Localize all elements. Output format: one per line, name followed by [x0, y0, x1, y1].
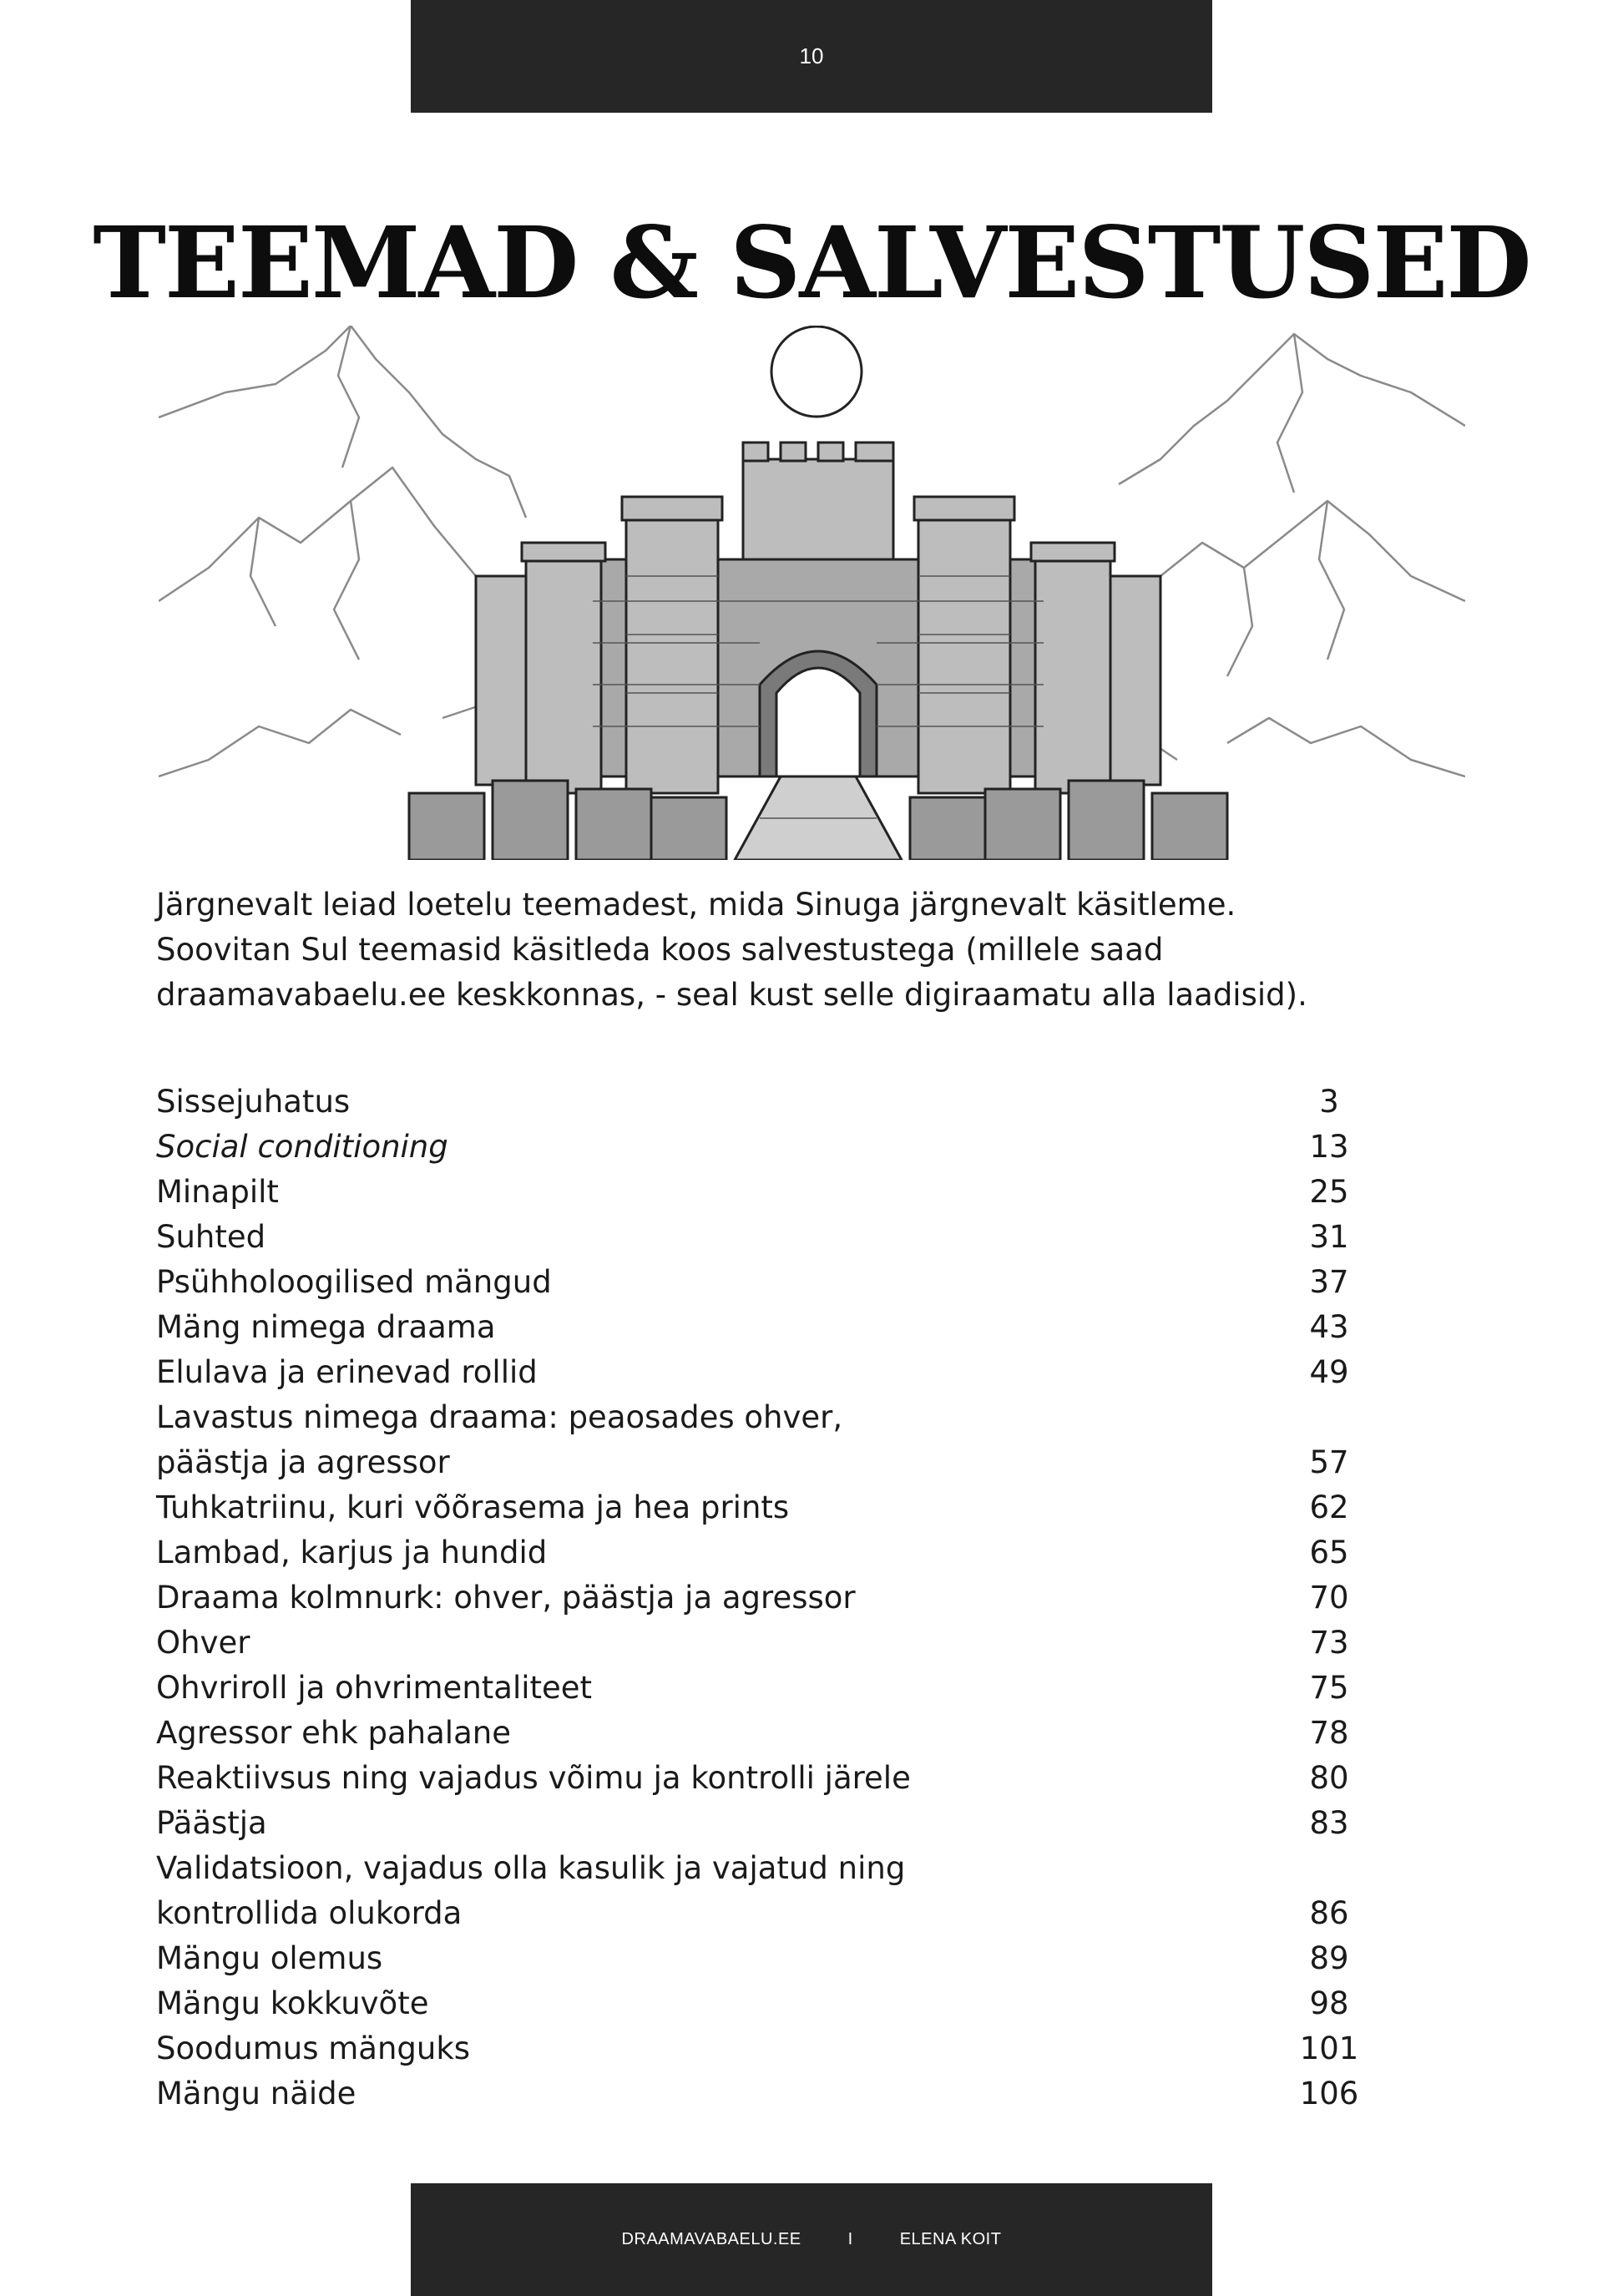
- toc-item: [156, 1981, 1379, 2026]
- toc-title: Suhted: [156, 1219, 266, 1255]
- toc-page: 86: [1309, 1895, 1349, 1931]
- toc-title: Elulava ja erinevad rollid: [156, 1354, 538, 1390]
- toc-title: Minapilt: [156, 1174, 279, 1210]
- toc-page: 70: [1309, 1580, 1349, 1616]
- toc-page: 3: [1319, 1084, 1339, 1120]
- toc-title-line2: päästja ja agressor: [156, 1444, 450, 1480]
- toc-item: [156, 1621, 1379, 1666]
- toc-title-line1: Lavastus nimega draama: peaosades ohver,: [156, 1399, 843, 1435]
- toc-title: Päästja: [156, 1805, 267, 1841]
- toc-title: Agressor ehk pahalane: [156, 1715, 511, 1751]
- toc-title: Tuhkatriinu, kuri võõrasema ja hea prints: [156, 1489, 790, 1525]
- footer-author: ELENA KOIT: [899, 2230, 1002, 2248]
- toc-page: 31: [1309, 1219, 1349, 1255]
- intro-line: Järgnevalt leiad loetelu teemadest, mida Sinuga järgnevalt käsitleme.: [156, 887, 1236, 923]
- footer-bar: [411, 2183, 1212, 2296]
- toc-title: Ohver: [156, 1625, 250, 1661]
- toc-title: Lambad, karjus ja hundid: [156, 1535, 548, 1570]
- toc-item: [156, 2071, 1379, 2116]
- intro-line: Soovitan Sul teemasid käsitleda koos salvestustega (millele saad: [156, 932, 1164, 968]
- page-title: TEEMAD & SALVESTUSED: [93, 205, 1530, 321]
- toc-item: [156, 1260, 1379, 1305]
- toc-title: Reaktiivsus ning vajadus võimu ja kontrolli järele: [156, 1760, 911, 1796]
- toc-title: Sissejuhatus: [156, 1084, 351, 1120]
- toc-page: 73: [1309, 1625, 1349, 1661]
- toc-title: Social conditioning: [156, 1129, 448, 1165]
- table-of-contents: [156, 1080, 1379, 2116]
- toc-item: [156, 1305, 1379, 1350]
- toc-page: 78: [1309, 1715, 1349, 1751]
- footer-separator: I: [847, 2230, 853, 2248]
- toc-title: Ohvriroll ja ohvrimentaliteet: [156, 1670, 593, 1706]
- toc-title-line2: kontrollida olukorda: [156, 1895, 463, 1931]
- toc-item: [156, 1350, 1379, 1395]
- page-number: 10: [799, 43, 824, 68]
- toc-page: 101: [1299, 2030, 1359, 2066]
- toc-item: [156, 1170, 1379, 1215]
- toc-item: [156, 1846, 1379, 1936]
- toc-item: [156, 1575, 1379, 1621]
- toc-page: 98: [1309, 1985, 1349, 2021]
- toc-item: [156, 1936, 1379, 1981]
- toc-item: [156, 1125, 1379, 1170]
- toc-page: 13: [1309, 1129, 1349, 1165]
- toc-page: 43: [1309, 1309, 1349, 1345]
- toc-item: [156, 1530, 1379, 1575]
- toc-title: Psühholoogilised mängud: [156, 1264, 552, 1300]
- toc-title: Mängu kokkuvõte: [156, 1985, 429, 2021]
- toc-item: [156, 1756, 1379, 1801]
- toc-title: Mängu näide: [156, 2076, 356, 2111]
- toc-item: [156, 2026, 1379, 2071]
- toc-item: [156, 1215, 1379, 1260]
- header-bar: [411, 0, 1212, 113]
- toc-title: Draama kolmnurk: ohver, päästja ja agressor: [156, 1580, 856, 1616]
- toc-title: Mäng nimega draama: [156, 1309, 496, 1345]
- toc-item: [156, 1666, 1379, 1711]
- toc-item: [156, 1080, 1379, 1125]
- toc-item: [156, 1801, 1379, 1846]
- toc-item: [156, 1395, 1379, 1485]
- toc-page: 25: [1309, 1174, 1349, 1210]
- toc-page: 37: [1309, 1264, 1349, 1300]
- footer-site: DRAAMAVABAELU.EE: [621, 2230, 801, 2248]
- toc-page: 83: [1309, 1805, 1349, 1841]
- toc-page: 49: [1309, 1354, 1349, 1390]
- toc-item: [156, 1485, 1379, 1530]
- toc-title: Soodumus mänguks: [156, 2030, 471, 2066]
- castle-mountains-illustration: [159, 326, 1465, 860]
- toc-title-line1: Validatsioon, vajadus olla kasulik ja vajatud ning: [156, 1850, 906, 1886]
- toc-page: 62: [1309, 1489, 1349, 1525]
- intro-line: draamavabaelu.ee keskkonnas, - seal kust selle digiraamatu alla laadisid).: [156, 977, 1307, 1013]
- toc-page: 65: [1309, 1535, 1349, 1570]
- toc-page: 75: [1309, 1670, 1349, 1706]
- toc-page: 80: [1309, 1760, 1349, 1796]
- toc-title: Mängu olemus: [156, 1940, 383, 1976]
- toc-page: 106: [1299, 2076, 1359, 2111]
- toc-page: 89: [1309, 1940, 1349, 1976]
- toc-item: [156, 1711, 1379, 1756]
- intro-paragraph: [156, 882, 1492, 1018]
- toc-page: 57: [1309, 1444, 1349, 1480]
